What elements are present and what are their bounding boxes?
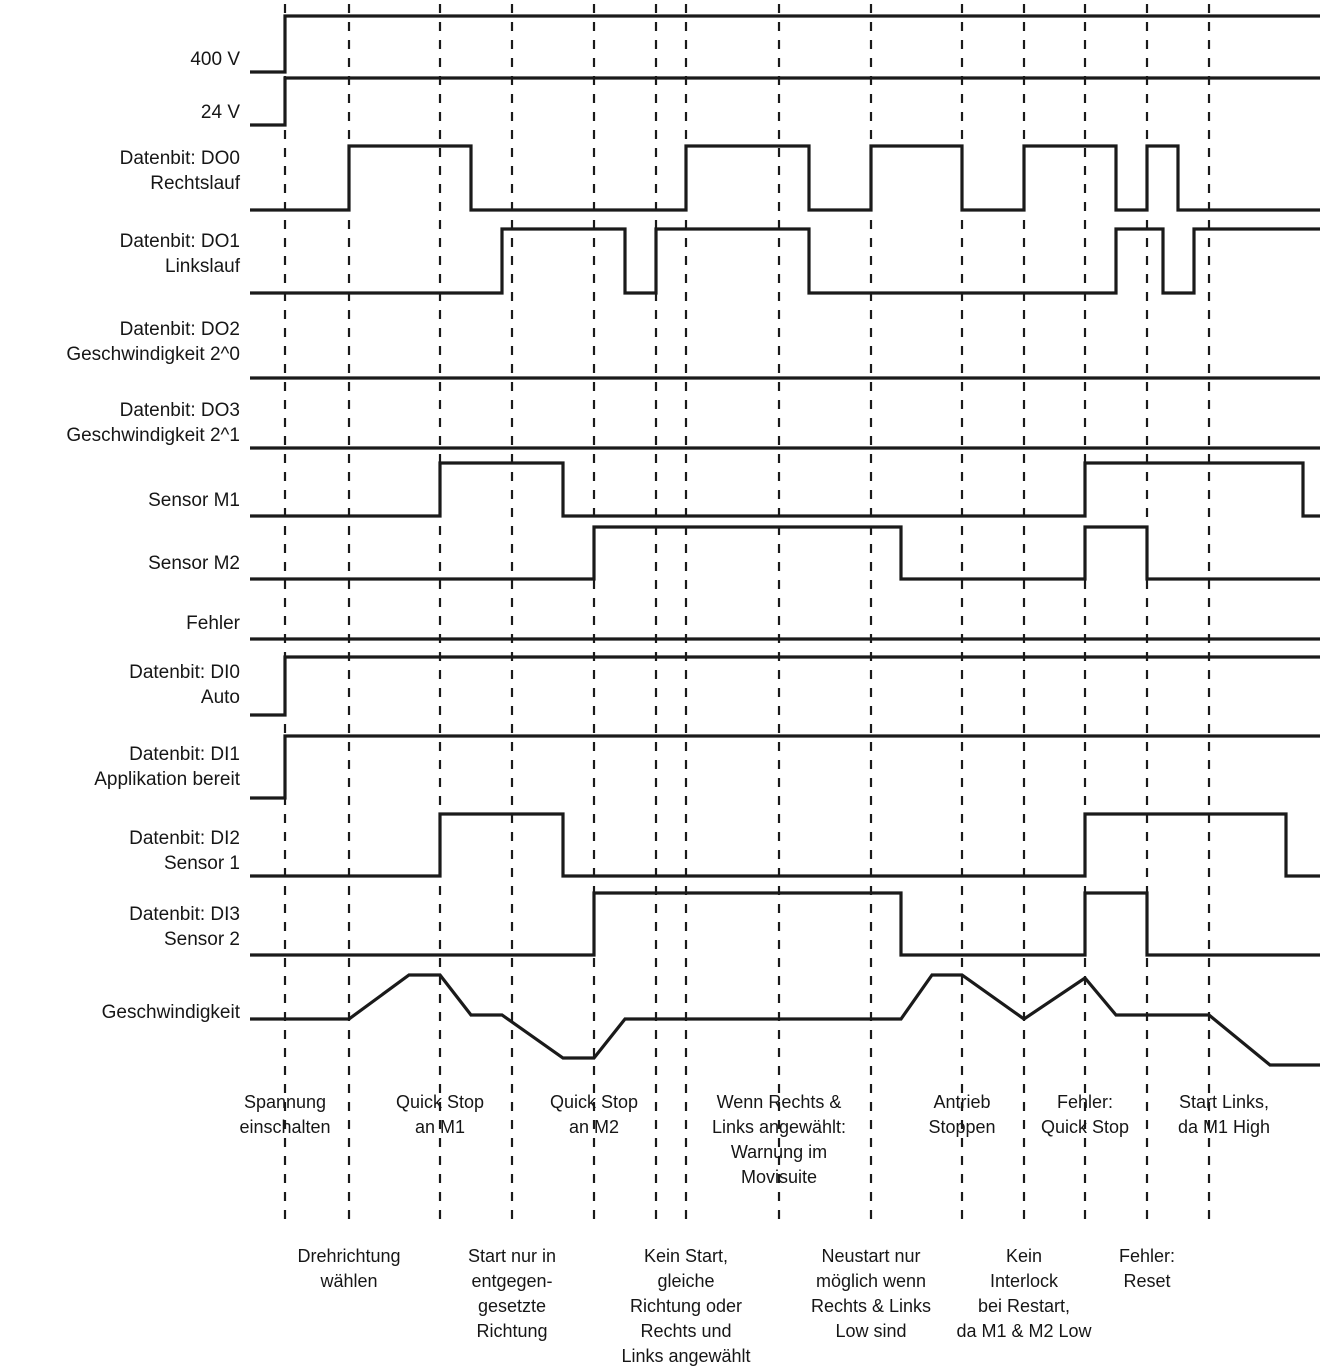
annotation-bottom-fehler_reset: Fehler: Reset <box>1118 1246 1176 1291</box>
signal-label-di2: Datenbit: DI2 Sensor 1 <box>129 828 240 874</box>
signal-trace-10 <box>250 736 1320 798</box>
annotation-top-warnung: Wenn Rechts & Links angewählt: Warnung im Movisuite <box>711 1092 847 1187</box>
annotation-bottom-kein_start: Kein Start, gleiche Richtung oder Rechts und Links angewählt <box>621 1246 751 1366</box>
signal-label-do1: Datenbit: DO1 Linkslauf <box>119 231 240 277</box>
signal-label-do2: Datenbit: DO2 Geschwindigkeit 2^0 <box>66 319 240 365</box>
signal-trace-0 <box>250 16 1320 72</box>
signal-label-sensor_m1: Sensor M1 <box>148 490 240 511</box>
signal-trace-12 <box>250 893 1320 955</box>
signal-label-do0: Datenbit: DO0 Rechtslauf <box>119 148 240 194</box>
signal-trace-7 <box>250 527 1320 579</box>
annotation-bottom-kein_interlock: Kein Interlock bei Restart, da M1 & M2 Low <box>956 1246 1092 1341</box>
signal-trace-3 <box>250 229 1320 293</box>
signal-trace-9 <box>250 657 1320 715</box>
signal-label-di0: Datenbit: DI0 Auto <box>129 662 240 708</box>
signal-label-do3: Datenbit: DO3 Geschwindigkeit 2^1 <box>66 400 240 446</box>
signal-trace-13 <box>250 975 1320 1065</box>
annotation-bottom-drehrichtung: Drehrichtung wählen <box>297 1246 401 1291</box>
signal-label-geschwindigkeit: Geschwindigkeit <box>101 1002 240 1023</box>
signal-trace-6 <box>250 463 1320 516</box>
signal-trace-11 <box>250 814 1320 876</box>
annotation-top-quickstop_m2: Quick Stop an M2 <box>549 1092 639 1137</box>
signal-label-di1: Datenbit: DI1 Applikation bereit <box>94 744 240 790</box>
signal-label-di3: Datenbit: DI3 Sensor 2 <box>129 904 240 950</box>
signal-label-v400: 400 V <box>190 49 240 70</box>
annotation-top-fehler_quickstop: Fehler: Quick Stop <box>1040 1092 1130 1137</box>
annotation-top-start_links: Start Links, da M1 High <box>1177 1092 1271 1137</box>
annotation-top-spannung: Spannung einschalten <box>239 1092 331 1137</box>
annotation-bottom-start_entgegen: Start nur in entgegen- gesetzte Richtung <box>467 1246 557 1341</box>
annotation-bottom-neustart: Neustart nur möglich wenn Rechts & Links Low sind <box>810 1246 932 1341</box>
signal-trace-2 <box>250 146 1320 210</box>
annotation-top-antrieb_stoppen: Antrieb Stoppen <box>928 1092 996 1137</box>
signal-label-sensor_m2: Sensor M2 <box>148 553 240 574</box>
signal-label-v24: 24 V <box>200 102 240 123</box>
signal-label-fehler: Fehler <box>186 613 240 634</box>
annotation-top-quickstop_m1: Quick Stop an M1 <box>395 1092 485 1137</box>
signal-trace-1 <box>250 78 1320 125</box>
